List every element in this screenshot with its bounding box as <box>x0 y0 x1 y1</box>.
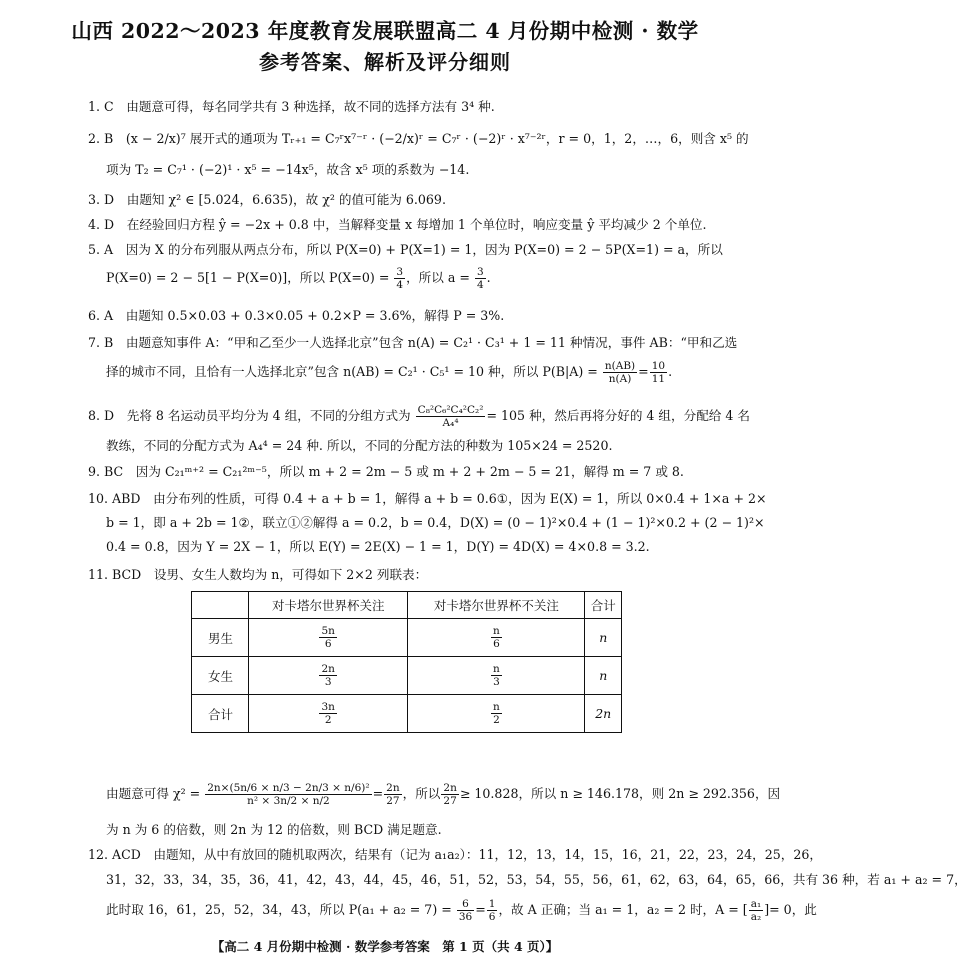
numerator: n <box>493 663 500 675</box>
table-header-cell: 对卡塔尔世界杯不关注 <box>408 592 585 619</box>
cell-value: n <box>599 630 608 645</box>
answer-12-line-2: 31，32，33，34，35，36，41，42，43，44，45，46，51，52，53，54，55，56，61，62，63，64，65，66，共有 36 种，若 a₁ + a₂ = 7， <box>106 872 967 887</box>
fraction <box>475 266 486 291</box>
table-header-cell <box>192 592 249 619</box>
page-title: 山西 2022～2023 年度教育发展联盟高二 4 月份期中检测 · 数学 <box>71 19 699 43</box>
answer-text: 因为 C₂₁ᵐ⁺² = C₂₁²ᵐ⁻⁵，所以 m + 2 = 2m − 5 或 m + 2 + 2m − 5 = 21，解得 m = 7 或 8. <box>135 464 684 479</box>
answer-text: 由题意可得，每名同学共有 3 种选择，故不同的选择方法有 3⁴ 种. <box>126 99 495 114</box>
answer-label: 8. D <box>88 408 115 423</box>
answer-text: 由题知 χ² ∈ [5.024，6.635)，故 χ² 的值可能为 6.069. <box>126 192 446 207</box>
answer-label: 10. ABD <box>88 491 141 506</box>
numerator: 3n <box>321 701 335 713</box>
answer-text: ，所以 a = <box>406 270 470 285</box>
table-cell <box>585 695 622 733</box>
denominator: A₄⁴ <box>442 417 459 429</box>
fraction <box>491 701 502 726</box>
fraction <box>205 782 371 807</box>
numerator: C₈²C₆²C₄²C₂² <box>417 404 484 416</box>
table-row <box>192 657 622 695</box>
answer-label: 2. B <box>88 131 114 146</box>
denominator: 27 <box>443 795 457 807</box>
table-cell <box>585 657 622 695</box>
table-cell <box>408 657 585 695</box>
row-label: 女生 <box>192 657 249 695</box>
denominator: 6 <box>493 638 500 650</box>
answer-text: = 0，此 <box>769 902 817 917</box>
answer-5-line-2 <box>106 266 491 291</box>
answer-10-line-1 <box>88 490 767 508</box>
answer-label: 12. ACD <box>88 847 141 862</box>
fraction <box>319 701 336 726</box>
cell-value: n <box>599 668 608 683</box>
numerator: a₁ <box>750 898 762 910</box>
answer-text: 择的城市不同，且恰有一人选择北京”包含 n(AB) = C₂¹ · C₅¹ = 10 种，所以 P(B|A) = <box>106 364 598 379</box>
denominator: a₂ <box>750 911 762 923</box>
numerator: n <box>493 625 500 637</box>
table-cell <box>408 695 585 733</box>
answer-label: 11. BCD <box>88 567 142 582</box>
denominator: 36 <box>458 911 473 923</box>
answer-text: ，所以 <box>402 786 441 801</box>
fraction <box>394 266 405 291</box>
denominator: n² × 3n/2 × n/2 <box>247 795 330 807</box>
answer-text: P(X=0) = 2 − 5[1 − P(X=0)]，所以 P(X=0) = <box>106 270 390 285</box>
answer-text: 此时取 16，61，25，52，34，43，所以 P(a₁ + a₂ = 7) = <box>106 902 452 917</box>
numerator: 6 <box>457 898 474 911</box>
denominator: 4 <box>476 279 484 291</box>
contingency-table <box>191 591 622 733</box>
fraction <box>650 360 667 385</box>
answer-12-line-1 <box>88 846 822 864</box>
answer-text: (x − 2/x)⁷ 展开式的通项为 Tᵣ₊₁ = C₇ʳx⁷⁻ʳ · (−2/x)ʳ = C₇ʳ · (−2)ʳ · x⁷⁻²ʳ，r = 0，1，2，…，6，则含 x⁵ 的 <box>125 131 749 146</box>
answer-2-line-2: 项为 T₂ = C₇¹ · (−2)¹ · x⁵ = −14x⁵，故含 x⁵ 项的系数为 −14. <box>106 162 470 177</box>
answer-text: . <box>486 270 491 285</box>
answer-7-line-2 <box>106 360 672 385</box>
denominator: 6 <box>324 638 332 650</box>
answer-text: = <box>638 364 649 379</box>
denominator: 6 <box>488 911 496 923</box>
answer-text: 由分布列的性质，可得 0.4 + a + b = 1，解得 a + b = 0.6①，因为 E(X) = 1，所以 0×0.4 + 1×a + 2× <box>153 491 767 506</box>
answer-text: 在经验回归方程 ŷ = −2x + 0.8 中，当解释变量 x 每增加 1 个单位时，响应变量 ŷ 平均减少 2 个单位. <box>126 217 707 232</box>
fraction <box>491 663 502 688</box>
answer-label: 9. BC <box>88 464 124 479</box>
answer-text: 设男、女生人数均为 n，可得如下 2×2 列联表： <box>153 567 428 582</box>
answer-text: . <box>668 364 673 379</box>
table-header-cell: 对卡塔尔世界杯关注 <box>249 592 408 619</box>
answer-label: 4. D <box>88 217 115 232</box>
numerator: n <box>493 701 500 713</box>
table-cell <box>585 619 622 657</box>
table-cell <box>249 657 408 695</box>
answer-1 <box>88 98 495 116</box>
numerator: 10 <box>651 360 666 372</box>
numerator: 5n <box>321 625 335 637</box>
table-header-cell: 合计 <box>585 592 622 619</box>
denominator: 27 <box>386 795 400 807</box>
answer-text: = 105 种，然后再将分好的 4 组，分配给 4 名 <box>486 408 751 423</box>
table-header-row <box>192 592 622 619</box>
answer-6 <box>88 307 504 325</box>
fraction <box>487 898 498 923</box>
answer-text: 因为 X 的分布列服从两点分布，所以 P(X=0) + P(X=1) = 1，因为 P(X=0) = 2 − 5P(X=1) = a，所以 <box>125 242 723 257</box>
numerator: 3 <box>476 266 484 278</box>
fraction <box>603 360 637 385</box>
answer-3 <box>88 191 446 209</box>
fraction <box>441 782 458 807</box>
answer-text: 先将 8 名运动员平均分为 4 组，不同的分组方式为 <box>126 408 411 423</box>
answer-text: = <box>372 786 384 801</box>
table-cell <box>249 619 408 657</box>
answer-10-line-3: 0.4 = 0.8，因为 Y = 2X − 1，所以 E(Y) = 2E(X) − 1 = 1，D(Y) = 4D(X) = 4×0.8 = 3.2. <box>106 539 650 554</box>
page-footer: 【高二 4 月份期中检测 · 数学参考答案 第 1 页（共 4 页）】 <box>211 939 559 954</box>
answer-text: 由题意知事件 A：“甲和乙至少一人选择北京”包含 n(A) = C₂¹ · C₃¹ + 1 = 11 种情况，事件 AB：“甲和乙选 <box>125 335 738 350</box>
numerator: 2n <box>321 663 335 675</box>
numerator: 2n×(5n/6 × n/3 − 2n/3 × n/6)² <box>207 782 370 794</box>
fraction <box>384 782 401 807</box>
answer-9 <box>88 463 684 481</box>
denominator: 11 <box>651 373 666 385</box>
numerator: 2n <box>386 782 400 794</box>
numerator: 1 <box>488 898 496 910</box>
answer-label: 5. A <box>88 242 114 257</box>
table-cell <box>408 619 585 657</box>
denominator: 2 <box>324 714 332 726</box>
answer-label: 7. B <box>88 335 114 350</box>
answer-text: ，故 A 正确；当 a₁ = 1，a₂ = 2 时，A = <box>498 902 739 917</box>
answer-text: 由题知 0.5×0.03 + 0.3×0.05 + 0.2×P = 3.6%，解得 P = 3%. <box>125 308 505 323</box>
answer-11-line-1 <box>88 566 427 584</box>
fraction <box>319 625 336 650</box>
fraction <box>319 663 336 688</box>
denominator: 2 <box>493 714 500 726</box>
numerator: n(AB) <box>604 360 636 372</box>
answer-text: 由题知，从中有放回的随机取两次，结果有（记为 a₁a₂）：11，12，13，14，15，16，21，22，23，24，25，26， <box>153 847 822 862</box>
answer-7-line-1 <box>88 334 737 352</box>
table-cell <box>249 695 408 733</box>
answer-12-line-3: 此时取 16，61，25，52，34，43，所以 P(a₁ + a₂ = 7) = $\frac{6}{36}$ = $\frac{1}{6}$ ，故 A 正确；当 a₁ = 1，a₂ = 2 时，A = [ $\frac{\text{a₁}}{\text{a₂}}$ ]= 0，此 <box>106 898 817 923</box>
answer-text: ≥ 10.828，所以 n ≥ 146.178，则 2n ≥ 292.356，因 <box>459 786 781 801</box>
row-label: 合计 <box>192 695 249 733</box>
answer-text: 由题意可得 χ² = <box>106 786 201 801</box>
denominator: 4 <box>396 279 404 291</box>
table-row <box>192 695 622 733</box>
answer-label: 6. A <box>88 308 114 323</box>
denominator: 3 <box>493 676 500 688</box>
answer-11-line-2 <box>106 782 780 807</box>
matrix-fraction <box>749 898 763 923</box>
answer-10-line-2: b = 1，即 a + 2b = 1②，联立①②解得 a = 0.2，b = 0.4，D(X) = (0 − 1)²×0.4 + (1 − 1)²×0.2 + (2 − 1)²× <box>106 515 765 530</box>
denominator: 3 <box>324 676 332 688</box>
denominator: n(A) <box>608 373 632 385</box>
numerator: 2n <box>443 782 457 794</box>
numerator: 3 <box>396 266 404 278</box>
answer-8-line-2: 教练，不同的分配方式为 A₄⁴ = 24 种. 所以，不同的分配方法的种数为 105×24 = 2520. <box>106 438 613 453</box>
answer-label: 1. C <box>88 99 114 114</box>
answer-4 <box>88 216 707 234</box>
table-row <box>192 619 622 657</box>
fraction <box>457 898 474 923</box>
answer-text: = <box>475 902 486 917</box>
answer-label: 3. D <box>88 192 115 207</box>
answer-5-line-1 <box>88 241 723 259</box>
answer-2-line-1 <box>88 130 749 148</box>
row-label: 男生 <box>192 619 249 657</box>
cell-value: 2n <box>595 706 612 721</box>
page-subtitle: 参考答案、解析及评分细则 <box>259 50 511 74</box>
answer-11-line-3: 为 n 为 6 的倍数，则 2n 为 12 的倍数，则 BCD 满足题意. <box>106 822 442 837</box>
fraction <box>416 404 486 429</box>
fraction <box>491 625 502 650</box>
answer-8-line-1 <box>88 404 750 429</box>
